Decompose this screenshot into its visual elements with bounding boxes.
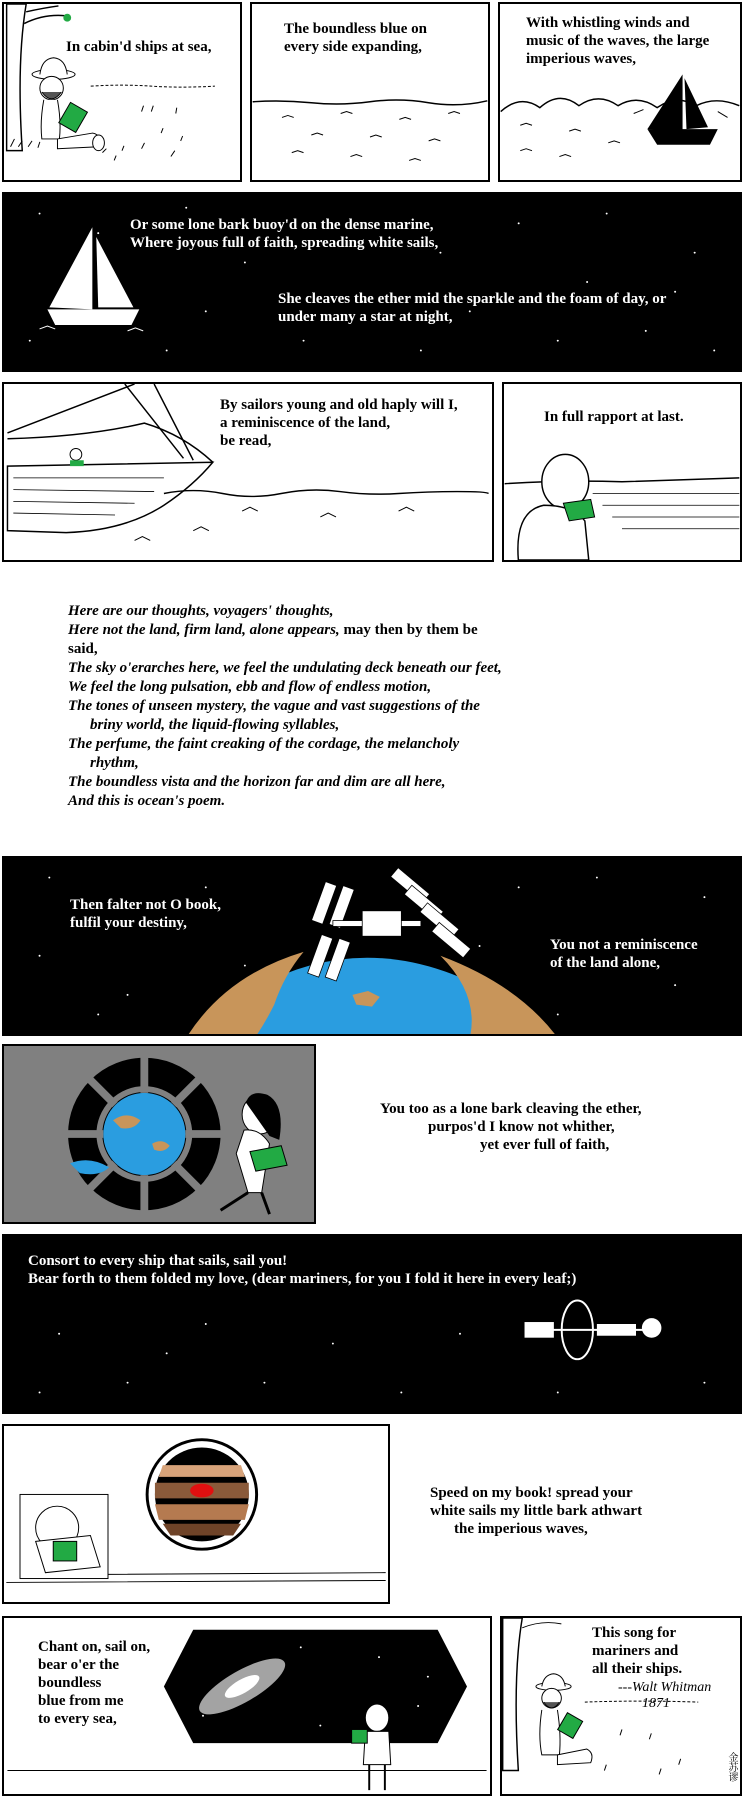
poem-line: The perfume, the faint creaking of the cordage, the melancholy bbox=[68, 736, 460, 752]
seal: 金苏谬 bbox=[726, 1752, 737, 1782]
signature-year: 1871 bbox=[642, 1696, 670, 1711]
panel-6 bbox=[502, 382, 742, 562]
caption-a: Or some lone bark buoy'd on the dense marine, bbox=[130, 217, 434, 233]
caption-a: Then falter not O book, bbox=[70, 897, 221, 913]
panel-10-caption-c: the imperious waves, bbox=[454, 1521, 588, 1537]
caption-b: mariners and bbox=[592, 1643, 679, 1659]
poem-line: said, bbox=[68, 641, 98, 657]
poem-line bbox=[68, 621, 588, 640]
caption-e: to every sea, bbox=[38, 1711, 117, 1727]
poem-line-italic: Here not the land, firm land, alone appears, bbox=[68, 622, 340, 638]
porthole-window-illustration bbox=[4, 1046, 314, 1222]
panel-4 bbox=[2, 192, 742, 372]
caption-b: Where joyous full of faith, spreading white sails, bbox=[130, 235, 439, 251]
signature: ---Walt Whitman bbox=[618, 1680, 712, 1695]
panel-8-caption-a: You too as a lone bark cleaving the ether, bbox=[380, 1101, 642, 1117]
panel-3 bbox=[498, 2, 742, 182]
caption-a: Chant on, sail on, bbox=[38, 1639, 151, 1655]
caption: In full rapport at last. bbox=[544, 409, 684, 425]
caption-d: blue from me bbox=[38, 1693, 124, 1709]
panel-10-caption-a: Speed on my book! spread your bbox=[430, 1485, 633, 1501]
caption-b: Bear forth to them folded my love, (dear mariners, for you I fold it here in every leaf;) bbox=[28, 1271, 577, 1287]
poem-text bbox=[68, 602, 588, 811]
poem-line: The boundless vista and the horizon far and dim are all here, bbox=[68, 774, 446, 790]
panel-8-caption-b: purpos'd I know not whither, bbox=[428, 1119, 615, 1135]
caption-b: fulfil your destiny, bbox=[70, 915, 187, 931]
panel-7 bbox=[2, 856, 742, 1036]
poem-line: rhythm, bbox=[90, 755, 139, 771]
caption-a: By sailors young and old haply will I, bbox=[220, 397, 458, 413]
caption-c: be read, bbox=[220, 433, 272, 449]
panel-1 bbox=[2, 2, 242, 182]
poem-line-upright: may then by them be bbox=[339, 622, 478, 638]
caption-c: You not a reminiscence bbox=[550, 937, 698, 953]
poem-line: Here are our thoughts, voyagers' thoughts, bbox=[68, 603, 334, 619]
caption-d: under many a star at night, bbox=[278, 309, 453, 325]
panel-12 bbox=[500, 1616, 742, 1796]
panel-8-caption-c: yet ever full of faith, bbox=[480, 1137, 610, 1153]
panel-9 bbox=[2, 1234, 742, 1414]
tree-reader-illustration bbox=[4, 4, 240, 180]
panel-8 bbox=[2, 1044, 316, 1224]
caption-c: boundless bbox=[38, 1675, 102, 1691]
caption: In cabin'd ships at sea, bbox=[66, 39, 212, 55]
panel-10 bbox=[2, 1424, 390, 1604]
poem-line: The tones of unseen mystery, the vague and vast suggestions of the bbox=[68, 698, 480, 714]
poem-line: And this is ocean's poem. bbox=[68, 793, 226, 809]
panel-11 bbox=[2, 1616, 492, 1796]
poem-line: The sky o'erarches here, we feel the undulating deck beneath our feet, bbox=[68, 660, 502, 676]
bed-porthole-jupiter-illustration bbox=[4, 1426, 388, 1602]
panel-2 bbox=[250, 2, 490, 182]
caption-a: Consort to every ship that sails, sail you! bbox=[28, 1253, 288, 1269]
poem-line: We feel the long pulsation, ebb and flow of endless motion, bbox=[68, 679, 432, 695]
caption: The boundless blue on every side expanding, bbox=[284, 21, 427, 55]
caption-c: She cleaves the ether mid the sparkle and the foam of day, or bbox=[278, 291, 667, 307]
poem-line: briny world, the liquid-flowing syllables, bbox=[90, 717, 340, 733]
panel-5 bbox=[2, 382, 494, 562]
caption-c: all their ships. bbox=[592, 1661, 683, 1677]
caption-a: This song for bbox=[592, 1625, 677, 1641]
caption: With whistling winds and music of the waves, the large imperious waves, bbox=[526, 15, 710, 67]
panel-10-caption-b: white sails my little bark athwart bbox=[430, 1503, 643, 1519]
caption-d: of the land alone, bbox=[550, 955, 661, 971]
caption-b: a reminiscence of the land, bbox=[220, 415, 391, 431]
caption-b: bear o'er the bbox=[38, 1657, 120, 1673]
